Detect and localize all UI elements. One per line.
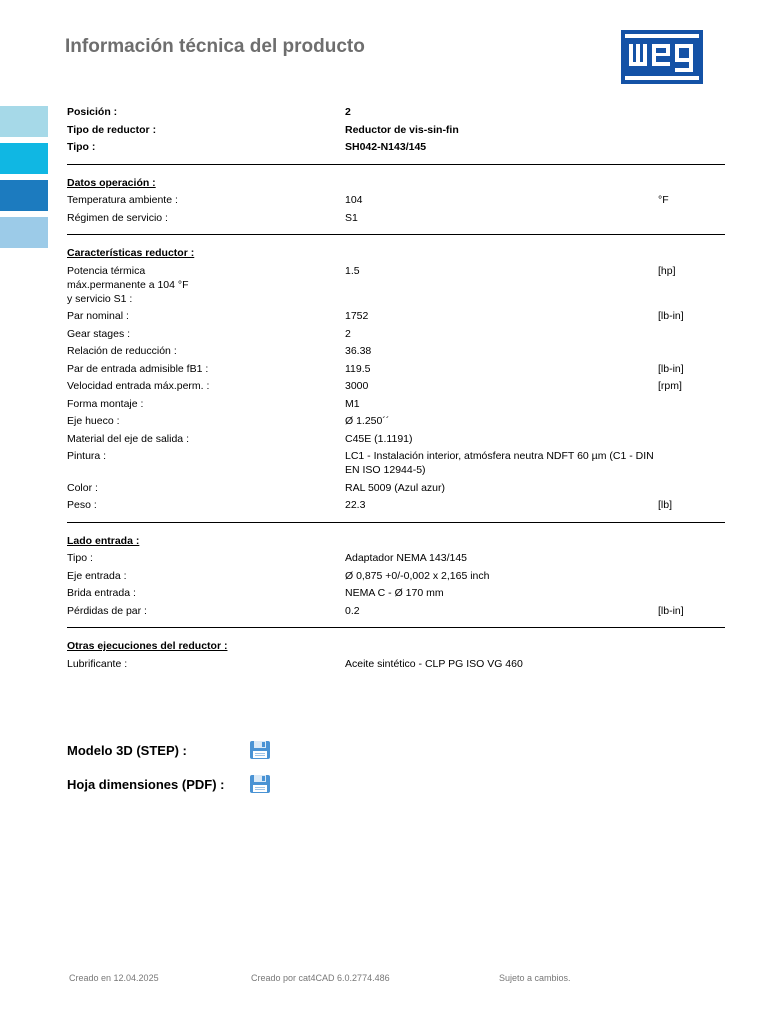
spec-unit [658,344,725,358]
spec-value: LC1 - Instalación interior, atmósfera neutra NDFT 60 µm (C1 - DIN EN ISO 12944-5) [345,450,654,476]
spec-label: Temperatura ambiente : [67,194,178,206]
spec-value: 22.3 [345,499,366,511]
spec-row [67,138,725,156]
spec-row [67,121,725,139]
spec-label: Tipo : [67,552,93,564]
divider [67,627,725,628]
spec-row [67,430,725,448]
footer-created: Creado en 12.04.2025 [69,973,159,983]
input-side-section [67,532,725,620]
divider [67,522,725,523]
spec-row [67,567,725,585]
page-title: Información técnica del producto [65,36,365,57]
spec-value: Ø 1.250´´ [345,415,390,427]
spec-unit [658,105,725,119]
spec-unit [658,551,725,565]
side-accent-1 [0,106,48,137]
spec-value: 36.38 [345,345,372,357]
downloads [67,733,367,801]
spec-value: 104 [345,194,363,206]
operation-section [67,174,725,227]
spec-row [67,307,725,325]
spec-label: Posición : [67,106,118,118]
spec-label: Eje entrada : [67,569,127,582]
spec-value: Ø 0,875 +0/-0,002 x 2,165 inch [345,569,490,582]
spec-unit: [lb] [658,499,673,511]
spec-unit: [rpm] [658,380,682,392]
spec-value: 0.2 [345,604,360,617]
weg-logo [621,30,703,84]
spec-label: Color : [67,481,98,494]
spec-label: Material del eje de salida : [67,432,189,445]
spec-label: Lubrificante : [67,657,128,670]
spec-value: Aceite sintético - CLP PG ISO VG 460 [345,657,523,670]
section-heading: Datos operación : [67,176,156,189]
spec-unit: [lb-in] [658,310,684,322]
spec-value: C45E (1.1191) [345,432,413,445]
spec-label: Tipo de reductor : [67,123,157,136]
divider [67,164,725,165]
spec-unit [658,449,725,477]
header-section [67,103,725,156]
spec-unit [658,327,725,341]
spec-label: Tipo : [67,141,96,153]
spec-sheet [67,103,725,672]
footer-created-by: Creado por cat4CAD 6.0.2774.486 [251,973,390,983]
spec-unit [658,657,725,671]
spec-value: M1 [345,397,360,410]
spec-unit [658,414,725,428]
save-icon[interactable] [249,774,271,794]
spec-row [67,209,725,227]
spec-label: Peso : [67,499,97,511]
section-heading: Características reductor : [67,247,195,259]
spec-value: NEMA C - Ø 170 mm [345,587,444,599]
spec-row [67,584,725,602]
spec-label: Par de entrada admisible fB1 : [67,362,209,375]
spec-row [67,549,725,567]
spec-row [67,655,725,673]
download-pdf-row [67,767,367,801]
divider [67,234,725,235]
spec-value: Reductor de vis-sin-fin [345,123,459,136]
spec-value: 119.5 [345,362,371,375]
spec-unit: [lb-in] [658,362,684,375]
spec-row [67,191,725,209]
spec-row [67,103,725,121]
download-step-row [67,733,367,767]
spec-row [67,412,725,430]
spec-label: Gear stages : [67,327,131,340]
spec-row [67,496,725,514]
spec-label: Forma montaje : [67,397,144,410]
section-heading: Lado entrada : [67,534,140,547]
spec-unit [658,432,725,446]
spec-value: 2 [345,327,351,340]
spec-row [67,395,725,413]
spec-label: Régimen de servicio : [67,211,168,224]
spec-label: Par nominal : [67,310,129,322]
spec-unit [658,586,725,600]
spec-label: Relación de reducción : [67,345,177,357]
side-accent-2 [0,143,48,174]
spec-label: Pintura : [67,450,107,462]
spec-row [67,602,725,620]
spec-row [67,325,725,343]
characteristics-section [67,244,725,514]
spec-value: 3000 [345,380,369,392]
spec-row [67,360,725,378]
spec-label: Pérdidas de par : [67,604,147,617]
spec-unit [658,481,725,495]
section-heading: Otras ejecuciones del reductor : [67,640,228,652]
save-icon[interactable] [249,740,271,760]
spec-row [67,479,725,497]
other-section [67,637,725,672]
footer-disclaimer: Sujeto a cambios. [499,973,571,983]
spec-value: S1 [345,211,358,224]
spec-value: 2 [345,106,351,118]
spec-label: Eje hueco : [67,415,120,427]
spec-unit [658,569,725,583]
spec-unit: [lb-in] [658,604,684,617]
spec-unit [658,211,725,225]
spec-unit: °F [658,194,669,206]
side-accent-3 [0,180,48,211]
spec-value: 1.5 [345,264,360,277]
spec-value: Adaptador NEMA 143/145 [345,552,468,564]
spec-row [67,342,725,360]
download-pdf-label: Hoja dimensiones (PDF) : [67,776,225,792]
spec-row [67,447,725,479]
spec-value: RAL 5009 (Azul azur) [345,481,445,494]
spec-unit [658,140,725,154]
spec-label: Brida entrada : [67,587,136,599]
side-accent-4 [0,217,48,248]
download-step-label: Modelo 3D (STEP) : [67,742,187,758]
spec-unit [658,123,725,137]
spec-unit: [hp] [658,264,676,277]
spec-label: Velocidad entrada máx.perm. : [67,380,210,392]
spec-row [67,377,725,395]
spec-row [67,262,725,308]
spec-label: Potencia térmica máx.permanente a 104 °F y servicio S1 : [67,264,189,305]
spec-value: SH042-N143/145 [345,141,427,153]
spec-value: 1752 [345,310,369,322]
spec-unit [658,397,725,411]
